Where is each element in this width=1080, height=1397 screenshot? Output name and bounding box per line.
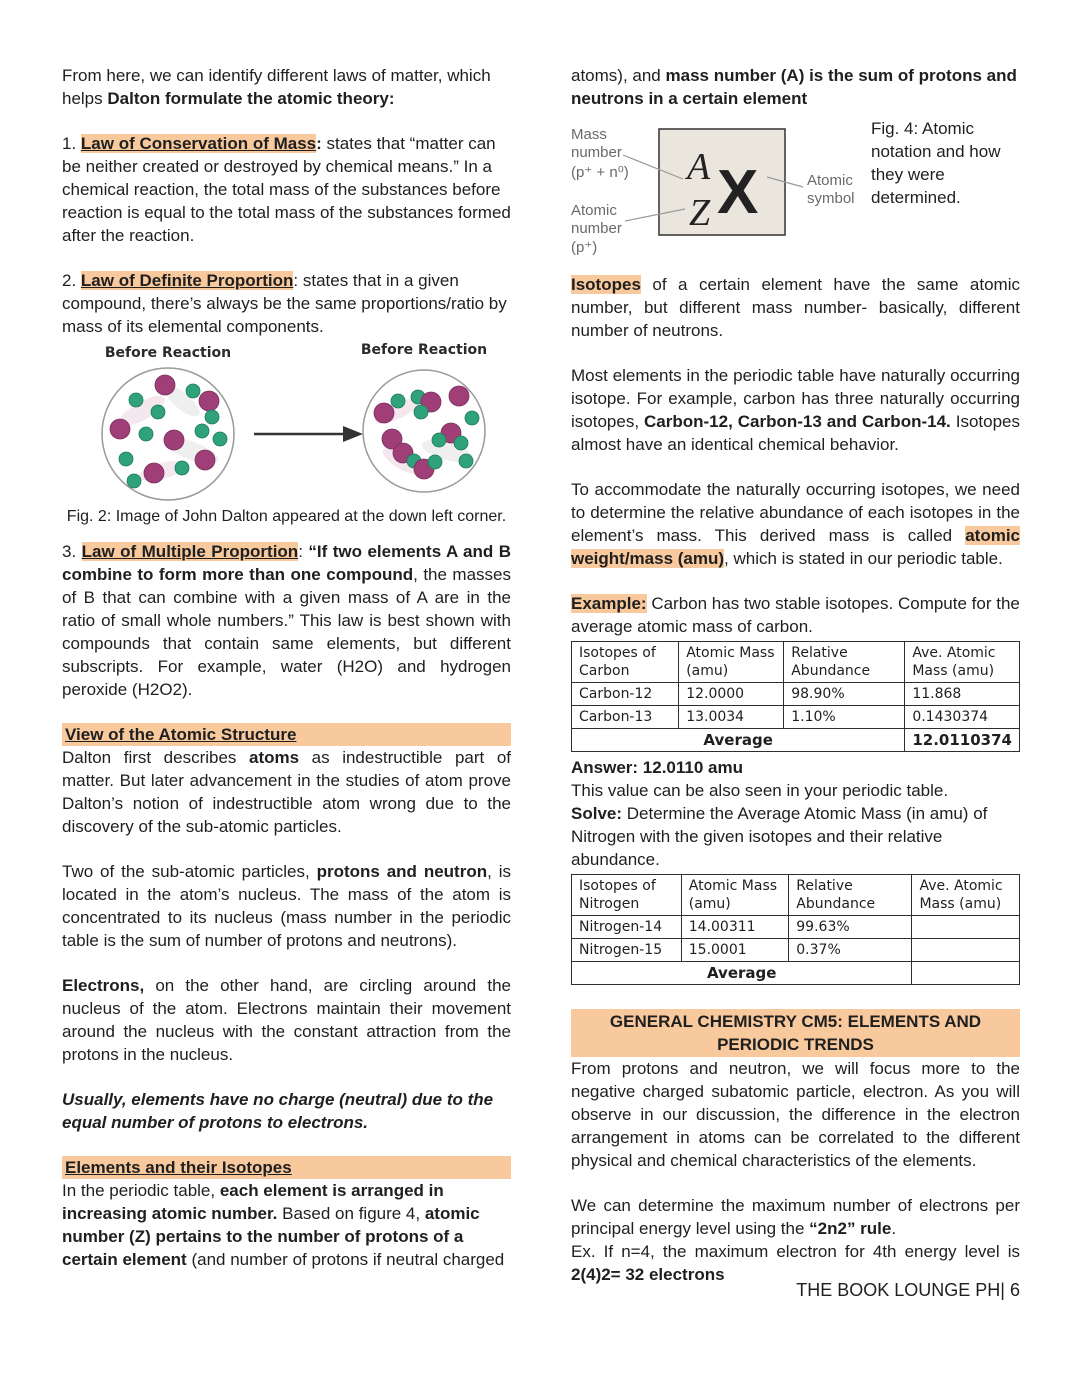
table-header-cell: Relative Abundance <box>784 642 905 683</box>
table-header-cell: Isotopes of Carbon <box>572 642 679 683</box>
figure-before-reaction <box>62 341 511 528</box>
section-heading-isotopes <box>62 1156 511 1179</box>
table-cell: 1.10% <box>784 706 905 729</box>
text-segment: Usually, elements have no charge (neutral) due to the equal number of protons to electrons. <box>62 1090 494 1132</box>
atomic-number-label: number <box>571 220 622 237</box>
table-header-row <box>572 642 1020 683</box>
paragraph-periodic-table <box>62 1179 511 1271</box>
paragraph-atomic-weight <box>571 478 1020 570</box>
text-segment: states that “matter can be neither created or destroyed by chemical means.” In a chemical reaction, the total mass of the substances before reaction is equal to the total mass of the substances formed after the reaction. <box>62 134 511 245</box>
table-average-value <box>912 962 1020 985</box>
table-cell: 14.00311 <box>681 916 789 939</box>
figure-label-right: Before Reaction <box>360 342 488 358</box>
text-segment: atoms <box>249 748 300 767</box>
table-cell: 15.0001 <box>681 939 789 962</box>
table-row <box>572 939 1020 962</box>
text-segment: : states that in a given compound, there’s always be the same proportions/ratio by mass of its elemental components. <box>62 271 507 336</box>
text-segment: This value can be also seen in your periodic table. <box>571 781 949 800</box>
atomic-notation-diagram <box>571 113 859 259</box>
table-row <box>572 683 1020 706</box>
text-segment: : <box>316 134 322 153</box>
periodic-table-note <box>571 779 1020 802</box>
table-cell: Carbon-13 <box>572 706 679 729</box>
table-cell: Carbon-12 <box>572 683 679 706</box>
table-row <box>572 706 1020 729</box>
table-average-label: Average <box>572 962 912 985</box>
text-segment: protons and neutron <box>316 862 488 881</box>
table-cell: 0.1430374 <box>905 706 1020 729</box>
text-segment: atomic number (Z) pertains to the number of protons of a certain element <box>62 1204 480 1269</box>
paragraph-intro <box>62 64 511 110</box>
table-header-cell: Atomic Mass (amu) <box>679 642 784 683</box>
table-cell: 98.90% <box>784 683 905 706</box>
text-segment: Determine the Average Atomic Mass (in amu) of Nitrogen with the given isotopes and their relative abundance. <box>571 804 988 869</box>
paragraph-2n2-rule <box>571 1194 1020 1240</box>
table-cell <box>912 916 1020 939</box>
text-segment: Answer: 12.0110 amu <box>571 758 743 777</box>
table-cell: Nitrogen-14 <box>572 916 682 939</box>
atomic-symbol-letter: X <box>717 158 759 227</box>
figure-label-left: Before Reaction <box>104 345 232 361</box>
text-segment: (and number of protons if neutral charged <box>186 1250 505 1269</box>
text-segment: We can determine the maximum number of electrons per principal energy level using the <box>571 1196 1020 1238</box>
text-segment: on the other hand, are circling around the nucleus of the atom. Electrons maintain their movement around the nucleus with the constant attraction from the protons in the nucleus. <box>62 976 511 1064</box>
text-segment: Most elements in the periodic table have naturally occurring isotope. For example, carbon has three naturally occurring isotopes, <box>571 366 1020 431</box>
mass-number-label: (p⁺ + n⁰) <box>571 164 629 181</box>
text-segment: Two of the sub-atomic particles, <box>62 862 317 881</box>
mass-number-letter: A <box>687 146 711 188</box>
paragraph-law-definite <box>62 269 511 338</box>
atomic-number-label: (p⁺) <box>571 239 598 256</box>
text-segment: Electrons, <box>62 976 145 995</box>
text-segment: From protons and neutron, we will focus more to the negative charged subatomic particle, electron. As you will observe in our discussion, the difference in the electron arrangement in atoms can be correlated to the different physical and chemical characteristics of the elements. <box>571 1059 1020 1170</box>
text-segment: Law of Definite Proportion <box>80 271 294 290</box>
paragraph-law-multiple <box>62 540 511 701</box>
text-segment: 3. <box>62 542 82 561</box>
atomic-number-letter: Z <box>689 192 711 234</box>
atomic-symbol-label: symbol <box>807 190 855 207</box>
text-segment: , is located in the atom’s nucleus. The mass of the atom is concentrated to its nucleus (mass number in the periodic table is the sum of number of protons and neutrons). <box>62 862 511 950</box>
paragraph-naturally-occurring <box>571 364 1020 456</box>
left-column <box>62 64 511 1271</box>
text-segment: , the masses of B that can combine with a given mass of A are in the ratio of small whole numbers.” This law is best shown with compounds that contain same elements, but different subscripts. For example, water (H2O) and hydrogen peroxide (H2O2). <box>62 565 511 699</box>
text-segment: “2n2” rule <box>809 1219 892 1238</box>
table-cell: 11.868 <box>905 683 1020 706</box>
table-cell: Nitrogen-15 <box>572 939 682 962</box>
text-segment: Dalton formulate the atomic theory: <box>107 89 395 108</box>
table-header-cell: Atomic Mass (amu) <box>681 875 789 916</box>
paragraph-electron-focus <box>571 1057 1020 1172</box>
paragraph-dalton-atoms <box>62 746 511 838</box>
figure-atomic-notation <box>571 113 1020 259</box>
page-footer: THE BOOK LOUNGE PH| 6 <box>796 1280 1020 1300</box>
solve-prompt <box>571 802 1020 871</box>
mass-number-label: Mass <box>571 126 607 143</box>
mass-number-label: number <box>571 144 622 161</box>
table-cell: 0.37% <box>789 939 912 962</box>
table-average-value: 12.0110374 <box>905 729 1020 752</box>
section-heading-text: View of the Atomic Structure <box>65 725 297 744</box>
text-segment: Solve: <box>571 804 623 823</box>
table-cell <box>912 939 1020 962</box>
text-segment: Carbon has two stable isotopes. Compute for the average atomic mass of carbon. <box>571 594 1020 636</box>
table-header-cell: Relative Abundance <box>789 875 912 916</box>
text-segment: From here, we can identify different laws of matter, which helps <box>62 66 491 108</box>
table-cell: 12.0000 <box>679 683 784 706</box>
nitrogen-isotope-table <box>571 874 1020 985</box>
section-heading-cm5: GENERAL CHEMISTRY CM5: ELEMENTS AND PERIODIC TRENDS <box>571 1009 1020 1057</box>
section-heading-text: Elements and their Isotopes <box>65 1158 292 1177</box>
text-segment: Ex. If n=4, the maximum electron for 4th energy level is <box>571 1242 1020 1261</box>
right-column <box>571 64 1020 1286</box>
answer-block <box>571 756 1020 871</box>
text-segment: In the periodic table, <box>62 1181 220 1200</box>
text-segment: of a certain element have the same atomic number, but different mass number- basically, different number of neutrons. <box>571 275 1020 340</box>
paragraph-example-carbon <box>571 592 1020 638</box>
text-segment: mass number (A) is the sum of protons and neutrons in a certain element <box>571 66 1017 108</box>
atomic-symbol-label: Atomic <box>807 172 853 189</box>
table-row <box>572 916 1020 939</box>
text-segment: , which is stated in our periodic table. <box>724 549 1003 568</box>
carbon-isotope-table <box>571 641 1020 752</box>
spacer <box>571 989 1020 1009</box>
table-header-cell: Ave. Atomic Mass (amu) <box>905 642 1020 683</box>
paragraph-mass-number <box>571 64 1020 110</box>
table-average-row <box>572 962 1020 985</box>
table-average-label: Average <box>572 729 905 752</box>
figure4-caption: Fig. 4: Atomic notation and how they were determined. <box>871 119 1001 207</box>
text-segment: Isotopes almost have an identical chemical behavior. <box>571 412 1020 454</box>
text-segment: atoms), and <box>571 66 666 85</box>
text-segment: Law of Multiple Proportion <box>81 542 299 561</box>
text-segment: Isotopes <box>571 275 641 294</box>
text-segment: each element is arranged in increasing atomic number. <box>62 1181 444 1223</box>
paragraph-law-conservation <box>62 132 511 247</box>
paragraph-isotopes-definition <box>571 273 1020 342</box>
text-segment: atomic weight/mass (amu) <box>571 526 1020 568</box>
text-segment: To accommodate the naturally occurring isotopes, we need to determine the relative abundance of each isotopes in the element’s mass. This derived mass is called <box>571 480 1020 545</box>
table-average-row <box>572 729 1020 752</box>
table-header-cell: Ave. Atomic Mass (amu) <box>912 875 1020 916</box>
text-segment: 2(4)2= 32 electrons <box>571 1265 725 1284</box>
text-segment: 2. <box>62 271 81 290</box>
paragraph-electrons <box>62 974 511 1066</box>
table-header-row <box>572 875 1020 916</box>
text-segment: Law of Conservation of Mass <box>80 134 317 153</box>
figure2-caption: Fig. 2: Image of John Dalton appeared at the down left corner. <box>66 508 507 525</box>
answer-line <box>571 756 1020 779</box>
reaction-arrow-head <box>343 426 363 442</box>
section-heading-atomic-structure <box>62 723 511 746</box>
text-segment: as indestructible part of matter. But later advancement in the studies of atom prove Dalton’s notion of indestructible atom wrong due to the discovery of the sub-atomic particles. <box>62 748 511 836</box>
text-segment: Dalton first describes <box>62 748 250 767</box>
table-cell: 99.63% <box>789 916 912 939</box>
before-reaction-illustration <box>62 341 511 504</box>
table-cell: 13.0034 <box>679 706 784 729</box>
text-segment: Example: <box>571 594 647 613</box>
text-segment: “If two elements A and B combine to form more than one compound <box>62 542 512 584</box>
text-segment: Carbon-12, Carbon-13 and Carbon-14. <box>644 412 951 431</box>
atomic-number-label: Atomic <box>571 202 617 219</box>
table-header-cell: Isotopes of Nitrogen <box>572 875 682 916</box>
text-segment: : <box>298 542 309 561</box>
paragraph-neutral-charge <box>62 1088 511 1134</box>
paragraph-subatomic <box>62 860 511 952</box>
text-segment: Based on figure 4, <box>277 1204 425 1223</box>
text-segment: . <box>891 1219 897 1238</box>
text-segment: 1. <box>62 134 81 153</box>
